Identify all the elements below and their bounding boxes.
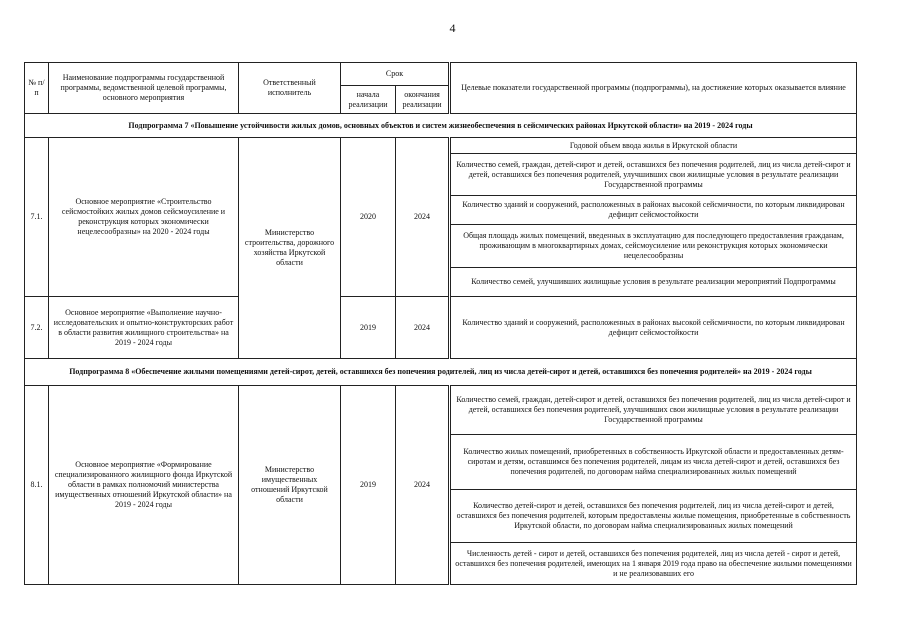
indicator-cell: Количество жилых помещений, приобретенных в собственность Иркутской области и предоставленных детям-сиротам и детям, оставшимся без попечения родителей, лицам из числа детей-сирот и детей, оставшихся без попечения родителей, по договорам найма специализированных жилых помещений	[450, 435, 857, 490]
header-name: Наименование подпрограммы государственной программы, ведомственной целевой программы, основного мероприятия	[49, 63, 239, 114]
indicator-cell: Общая площадь жилых помещений, введенных в эксплуатацию для последующего предоставления гражданам, проживающим в многоквартирных домах, сейсмоусиление или реконструкция которых экономически нецелесообразны	[450, 225, 857, 268]
row-name: Основное мероприятие «Формирование специализированного жилищного фонда Иркутской области в рамках полномочий министерства имущественных отношений Иркутской области» на 2019 - 2024 годы	[49, 386, 239, 585]
row-start: 2019	[341, 297, 396, 359]
header-executor: Ответственный исполнитель	[239, 63, 341, 114]
header-row	[25, 63, 857, 86]
table-row	[25, 297, 857, 359]
indicator-cell: Численность детей - сирот и детей, оставшихся без попечения родителей, лиц из числа детей - сирот и детей, оставшихся без попечения родителей, имеющих на 1 января 2019 года право на обеспечение жилыми помещениями и не реализовавших его	[450, 543, 857, 585]
header-start: начала реализации	[341, 86, 396, 114]
subprogram-8-title: Подпрограмма 8 «Обеспечение жилыми помещениями детей-сирот, детей, оставшихся без попечения родителей, лиц из числа детей-сирот и детей, оставшихся без попечения родителей» на 2019 - 2024 годы	[25, 359, 857, 386]
row-end: 2024	[396, 297, 450, 359]
header-term: Срок	[341, 63, 450, 86]
indicator-cell: Количество зданий и сооружений, расположенных в районах высокой сейсмичности, по которым ликвидирован дефицит сейсмостойкости	[450, 297, 857, 359]
subprogram-8-title-row	[25, 359, 857, 386]
indicator-cell: Годовой объем ввода жилья в Иркутской области	[450, 138, 857, 154]
indicator-cell: Количество детей-сирот и детей, оставшихся без попечения родителей, лиц из числа детей-сирот и детей, оставшихся без попечения родителей, которым предоставлены жилые помещения, приобретенные в собственность Иркутской области, по договорам найма специализированных жилых помещений	[450, 490, 857, 543]
row-executor: Министерство имущественных отношений Иркутской области	[239, 386, 341, 585]
indicator-cell: Количество семей, граждан, детей-сирот и детей, оставшихся без попечения родителей, лиц из числа детей-сирот и детей, оставшихся без попечения родителей, улучшивших свои жилищные условия в результате реализации Государственной программы	[450, 386, 857, 435]
row-num: 7.2.	[25, 297, 49, 359]
row-end: 2024	[396, 138, 450, 297]
indicator-cell: Количество зданий и сооружений, расположенных в районах высокой сейсмичности, по которым ликвидирован дефицит сейсмостойкости	[450, 196, 857, 225]
row-end: 2024	[396, 386, 450, 585]
row-executor: Министерство строительства, дорожного хозяйства Иркутской области	[239, 138, 341, 359]
program-table	[24, 62, 857, 585]
subprogram-7-title: Подпрограмма 7 «Повышение устойчивости жилых домов, основных объектов и систем жизнеобеспечения в сейсмических районах Иркутской области» на 2019 - 2024 годы	[25, 114, 857, 138]
table-row	[25, 138, 857, 154]
header-num: № п/п	[25, 63, 49, 114]
header-indicators: Целевые показатели государственной программы (подпрограммы), на достижение которых оказывается влияние	[450, 63, 857, 114]
row-num: 7.1.	[25, 138, 49, 297]
indicator-cell: Количество семей, улучшивших жилищные условия в результате реализации мероприятий Подпрограммы	[450, 268, 857, 297]
row-num: 8.1.	[25, 386, 49, 585]
subprogram-7-title-row	[25, 114, 857, 138]
row-start: 2020	[341, 138, 396, 297]
row-name: Основное мероприятие «Строительство сейсмостойких жилых домов сейсмоусиление и реконструкция которых экономически нецелесообразны» на 2020 - 2024 годы	[49, 138, 239, 297]
table-row	[25, 386, 857, 435]
row-name: Основное мероприятие «Выполнение научно-исследовательских и опытно-конструкторских работ в области развития жилищного строительства» на 2019 - 2024 годы	[49, 297, 239, 359]
row-start: 2019	[341, 386, 396, 585]
header-end: окончания реализации	[396, 86, 450, 114]
page-number: 4	[449, 21, 456, 35]
indicator-cell: Количество семей, граждан, детей-сирот и детей, оставшихся без попечения родителей, лиц из числа детей-сирот и детей, оставшихся без попечения родителей, улучшивших свои жилищные условия в результате реализации Государственной программы	[450, 154, 857, 196]
